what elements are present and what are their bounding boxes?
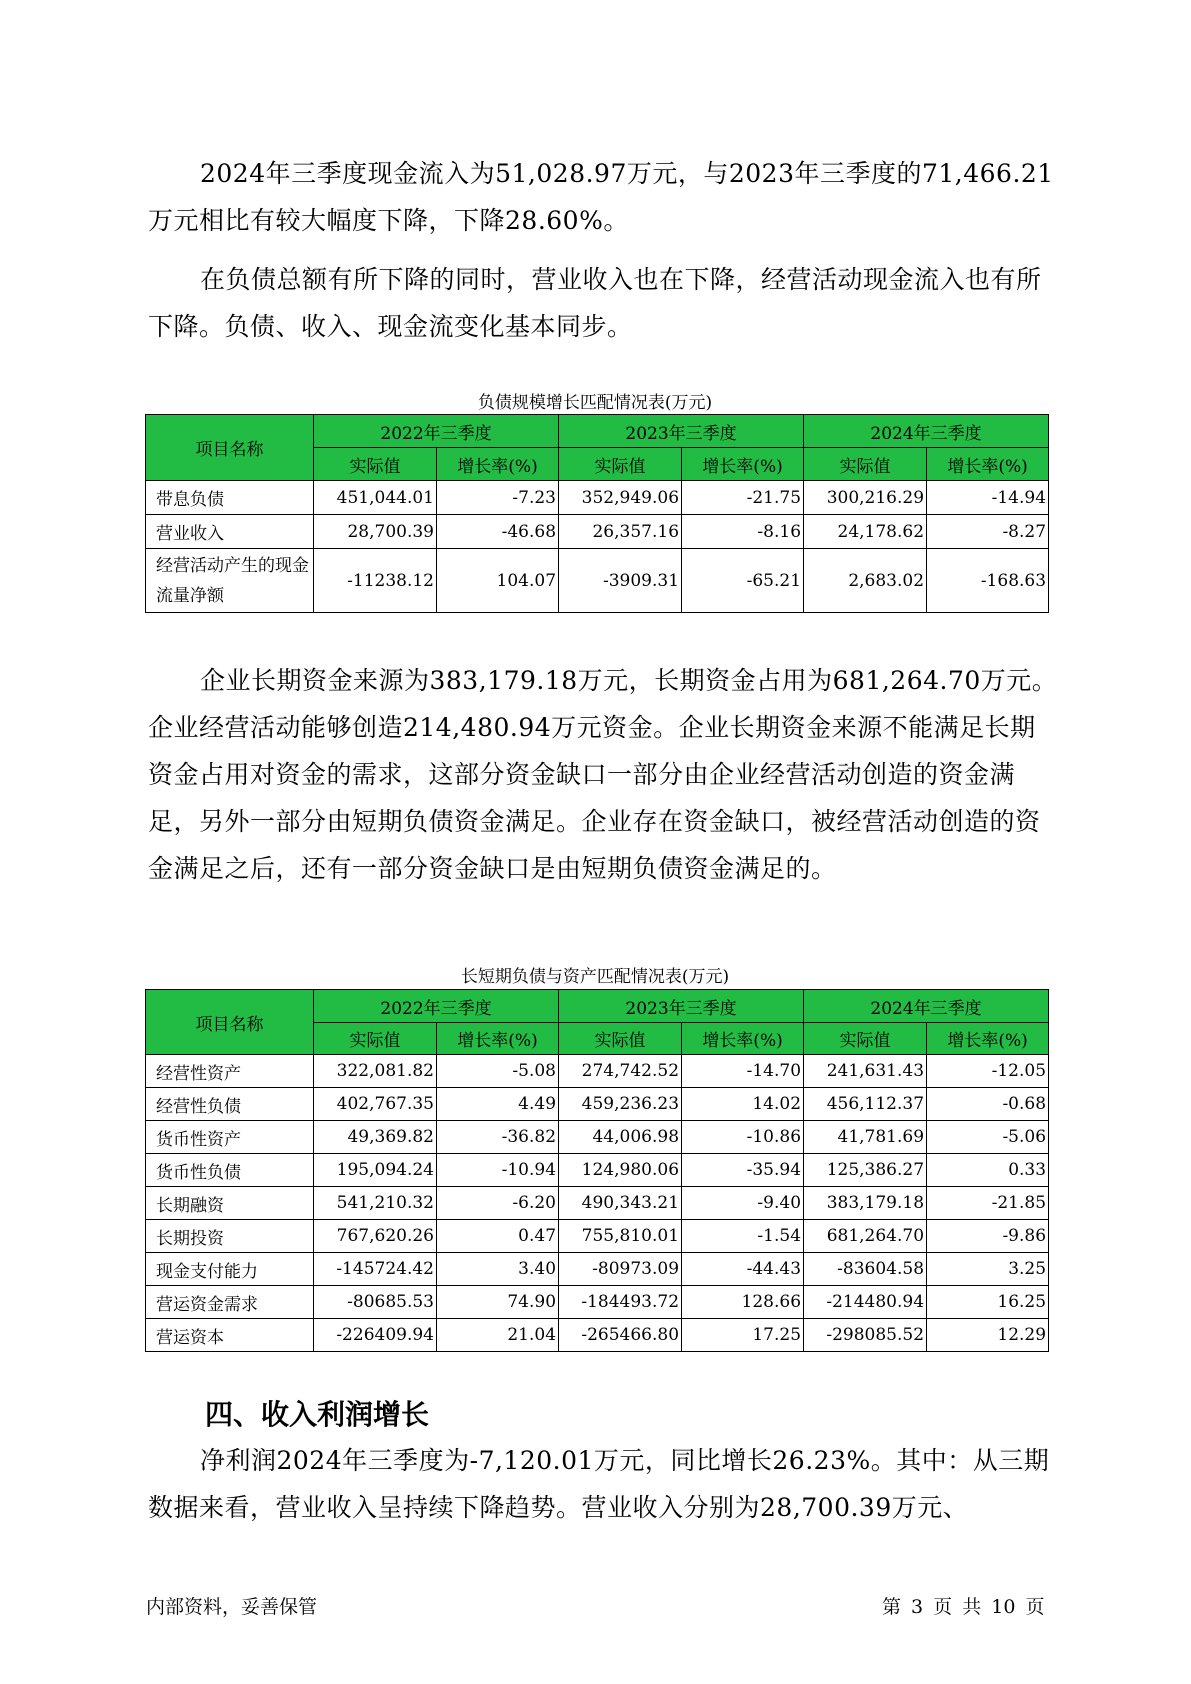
- table2-sub-header: 实际值: [804, 1023, 927, 1055]
- cell-value: 49,369.82: [314, 1121, 437, 1154]
- cell-value: 541,210.32: [314, 1187, 437, 1220]
- table2-period-header: 2022年三季度: [314, 990, 559, 1023]
- cell-value: 3.40: [437, 1253, 559, 1286]
- table1-sub-header: 增长率(%): [682, 448, 804, 481]
- table2-period-header: 2024年三季度: [804, 990, 1049, 1023]
- paragraph-long-term-funds: 企业长期资金来源为383,179.18万元，长期资金占用为681,264.70万元。企业经营活动能够创造214,480.94万元资金。企业长期资金来源不能满足长期资金占用对资金的需求，这部分资金缺口一部分由企业经营活动创造的资金满足，另外一部分由短期负债资金满足。企业存在资金缺口，被经营活动创造的资金满足之后，还有一部分资金缺口是由短期负债资金满足的。: [148, 666, 1058, 883]
- cell-value: -12.05: [927, 1055, 1049, 1088]
- cell-value: 0.33: [927, 1154, 1049, 1187]
- cell-value: -11238.12: [314, 549, 437, 613]
- row-label: 经营活动产生的现金流量净额: [146, 549, 314, 613]
- row-label: 现金支付能力: [146, 1253, 314, 1286]
- cell-value: 402,767.35: [314, 1088, 437, 1121]
- cell-value: 12.29: [927, 1319, 1049, 1352]
- table1-sub-header: 增长率(%): [437, 448, 559, 481]
- cell-value: 352,949.06: [559, 481, 682, 515]
- cell-value: 21.04: [437, 1319, 559, 1352]
- table1-sub-header: 实际值: [804, 448, 927, 481]
- table-debt-growth: [145, 414, 1049, 613]
- cell-value: -298085.52: [804, 1319, 927, 1352]
- table1-period-header: 2022年三季度: [314, 415, 559, 448]
- row-label: 长期投资: [146, 1220, 314, 1253]
- cell-value: -21.75: [682, 481, 804, 515]
- table-row: [146, 1253, 1049, 1286]
- cell-value: 755,810.01: [559, 1220, 682, 1253]
- cell-value: 4.49: [437, 1088, 559, 1121]
- table-row: [146, 481, 1049, 515]
- row-label: 经营性负债: [146, 1088, 314, 1121]
- cell-value: 274,742.52: [559, 1055, 682, 1088]
- paragraph-cash-inflow: 2024年三季度现金流入为51,028.97万元，与2023年三季度的71,466.21万元相比有较大幅度下降，下降28.60%。: [148, 159, 1054, 235]
- cell-value: -46.68: [437, 515, 559, 549]
- cell-value: -65.21: [682, 549, 804, 613]
- cell-value: 104.07: [437, 549, 559, 613]
- table1-item-header: 项目名称: [146, 415, 314, 481]
- table2-sub-header: 增长率(%): [437, 1023, 559, 1055]
- cell-value: 17.25: [682, 1319, 804, 1352]
- cell-value: 195,094.24: [314, 1154, 437, 1187]
- cell-value: 490,343.21: [559, 1187, 682, 1220]
- cell-value: 74.90: [437, 1286, 559, 1319]
- cell-value: -0.68: [927, 1088, 1049, 1121]
- cell-value: -5.08: [437, 1055, 559, 1088]
- cell-value: 3.25: [927, 1253, 1049, 1286]
- cell-value: 14.02: [682, 1088, 804, 1121]
- cell-value: -44.43: [682, 1253, 804, 1286]
- table-row: [146, 1088, 1049, 1121]
- cell-value: -226409.94: [314, 1319, 437, 1352]
- cell-value: 125,386.27: [804, 1154, 927, 1187]
- table1-sub-header: 实际值: [314, 448, 437, 481]
- cell-value: 767,620.26: [314, 1220, 437, 1253]
- table-row: [146, 515, 1049, 549]
- row-label: 货币性负债: [146, 1154, 314, 1187]
- table-row: [146, 1154, 1049, 1187]
- table-row: [146, 1055, 1049, 1088]
- table2-sub-header: 实际值: [559, 1023, 682, 1055]
- cell-value: -3909.31: [559, 549, 682, 613]
- cell-value: -6.20: [437, 1187, 559, 1220]
- row-label: 营运资本: [146, 1319, 314, 1352]
- cell-value: 41,781.69: [804, 1121, 927, 1154]
- table-row: [146, 1319, 1049, 1352]
- table2-sub-header: 实际值: [314, 1023, 437, 1055]
- footer-page-number: 第 3 页 共 10 页: [882, 1596, 1045, 1618]
- cell-value: 322,081.82: [314, 1055, 437, 1088]
- cell-value: 383,179.18: [804, 1187, 927, 1220]
- cell-value: 124,980.06: [559, 1154, 682, 1187]
- cell-value: -14.70: [682, 1055, 804, 1088]
- cell-value: 456,112.37: [804, 1088, 927, 1121]
- table1-caption: 负债规模增长匹配情况表(万元): [477, 393, 713, 413]
- cell-value: -21.85: [927, 1187, 1049, 1220]
- table1-sub-header: 增长率(%): [927, 448, 1049, 481]
- cell-value: -214480.94: [804, 1286, 927, 1319]
- cell-value: -145724.42: [314, 1253, 437, 1286]
- table1-period-header: 2024年三季度: [804, 415, 1049, 448]
- cell-value: 28,700.39: [314, 515, 437, 549]
- table-row: [146, 1220, 1049, 1253]
- row-label: 经营性资产: [146, 1055, 314, 1088]
- row-label: 长期融资: [146, 1187, 314, 1220]
- paragraph-debt-revenue: 在负债总额有所下降的同时，营业收入也在下降，经营活动现金流入也有所下降。负债、收入、现金流变化基本同步。: [148, 265, 1042, 341]
- cell-value: 44,006.98: [559, 1121, 682, 1154]
- cell-value: 681,264.70: [804, 1220, 927, 1253]
- cell-value: 2,683.02: [804, 549, 927, 613]
- cell-value: 128.66: [682, 1286, 804, 1319]
- cell-value: 0.47: [437, 1220, 559, 1253]
- table1-sub-header: 实际值: [559, 448, 682, 481]
- cell-value: -9.86: [927, 1220, 1049, 1253]
- cell-value: 451,044.01: [314, 481, 437, 515]
- section-heading: 四、收入利润增长: [205, 1398, 430, 1431]
- table2-caption: 长短期负债与资产匹配情况表(万元): [460, 967, 730, 987]
- footer-confidential-note: 内部资料，妥善保管: [146, 1596, 318, 1618]
- cell-value: -35.94: [682, 1154, 804, 1187]
- cell-value: -14.94: [927, 481, 1049, 515]
- row-label: 营业收入: [146, 515, 314, 549]
- table1-period-header: 2023年三季度: [559, 415, 804, 448]
- cell-value: -8.16: [682, 515, 804, 549]
- table2-period-header: 2023年三季度: [559, 990, 804, 1023]
- cell-value: -265466.80: [559, 1319, 682, 1352]
- cell-value: -80685.53: [314, 1286, 437, 1319]
- cell-value: -83604.58: [804, 1253, 927, 1286]
- cell-value: -10.94: [437, 1154, 559, 1187]
- row-label: 营运资金需求: [146, 1286, 314, 1319]
- cell-value: -36.82: [437, 1121, 559, 1154]
- cell-value: -7.23: [437, 481, 559, 515]
- cell-value: -10.86: [682, 1121, 804, 1154]
- cell-value: -168.63: [927, 549, 1049, 613]
- row-label: 货币性资产: [146, 1121, 314, 1154]
- cell-value: 241,631.43: [804, 1055, 927, 1088]
- cell-value: -9.40: [682, 1187, 804, 1220]
- cell-value: -8.27: [927, 515, 1049, 549]
- cell-value: -80973.09: [559, 1253, 682, 1286]
- row-label: 带息负债: [146, 481, 314, 515]
- cell-value: 300,216.29: [804, 481, 927, 515]
- table2-item-header: 项目名称: [146, 990, 314, 1055]
- table-row: [146, 549, 1049, 613]
- table-asset-liability-match: [145, 989, 1049, 1352]
- cell-value: -184493.72: [559, 1286, 682, 1319]
- cell-value: 459,236.23: [559, 1088, 682, 1121]
- cell-value: -1.54: [682, 1220, 804, 1253]
- cell-value: 16.25: [927, 1286, 1049, 1319]
- table-row: [146, 1286, 1049, 1319]
- paragraph-net-profit: 净利润2024年三季度为-7,120.01万元，同比增长26.23%。其中：从三期数据来看，营业收入呈持续下降趋势。营业收入分别为28,700.39万元、: [148, 1446, 1050, 1522]
- table-row: [146, 1121, 1049, 1154]
- table2-sub-header: 增长率(%): [927, 1023, 1049, 1055]
- table2-sub-header: 增长率(%): [682, 1023, 804, 1055]
- cell-value: 24,178.62: [804, 515, 927, 549]
- table-row: [146, 1187, 1049, 1220]
- cell-value: 26,357.16: [559, 515, 682, 549]
- cell-value: -5.06: [927, 1121, 1049, 1154]
